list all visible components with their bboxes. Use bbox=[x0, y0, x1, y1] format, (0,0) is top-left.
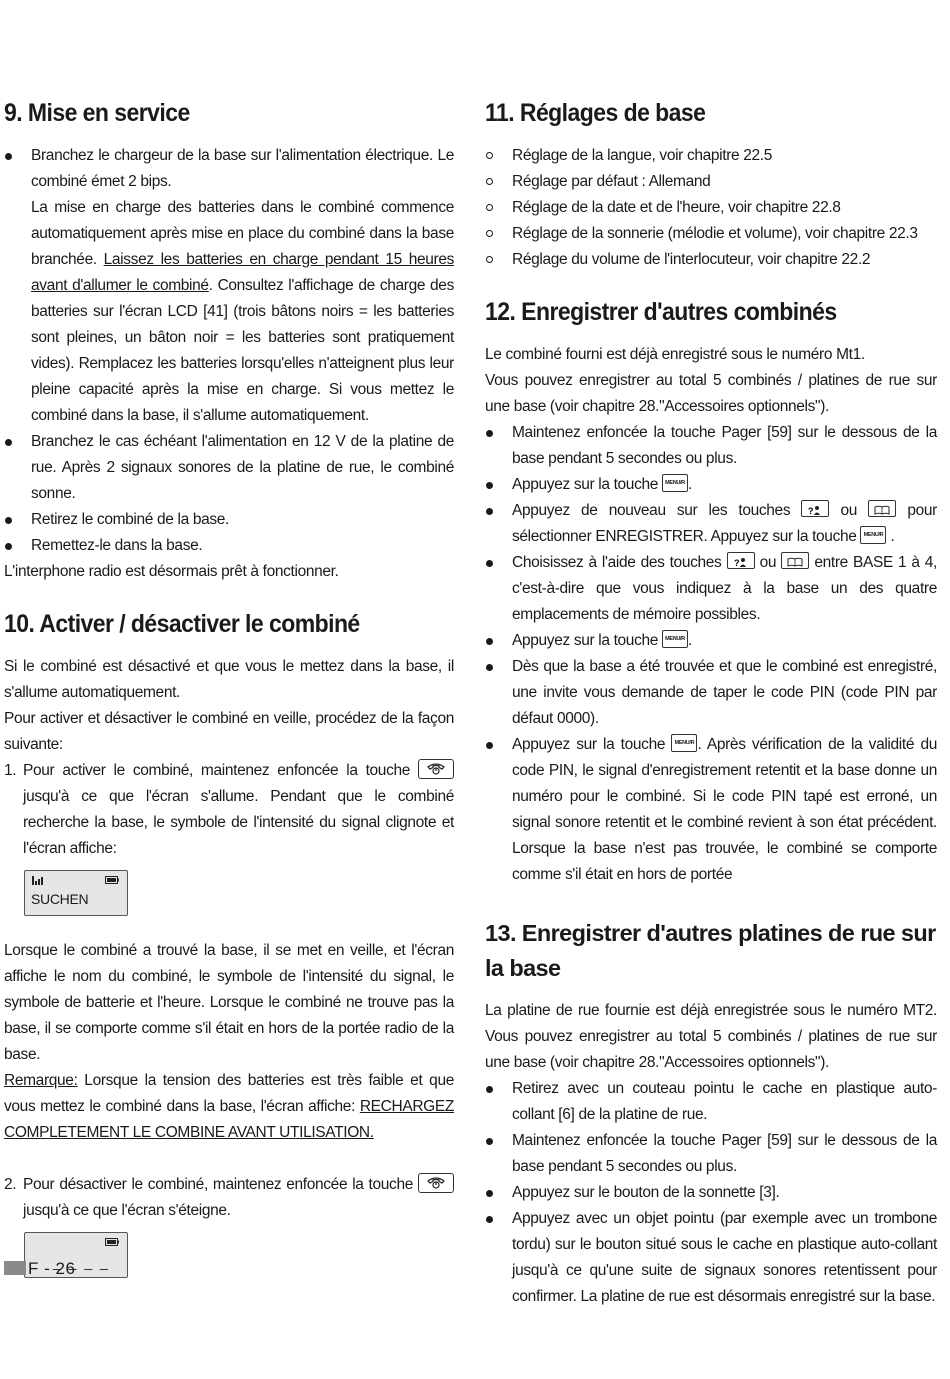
list-item-text: Appuyez sur la touche bbox=[512, 632, 662, 649]
list-item: Retirez le combiné de la base. bbox=[4, 507, 454, 533]
list-item: Retirez avec un couteau pointu le cache en plastique auto-collant [6] de la platine de rue. bbox=[485, 1076, 937, 1128]
intercom-key-icon bbox=[727, 552, 755, 569]
section-11-title: 11. Réglages de base bbox=[485, 99, 706, 127]
list-item: Réglage de la langue, voir chapitre 22.5 bbox=[485, 143, 937, 169]
right-column bbox=[485, 96, 937, 1310]
list-item-text: . Consultez l'affichage de charge des batteries sur l'écran LCD [41] (trois bâtons noirs = les batteries sont pleines, un bâton noir = les batteries sont pratiquement vides). Remplacez les batteries lorsqu'elles n'atteignent plus leur pleine capacité après la mise en charge. Si vous mettez le combiné dans la base, il s'allume automatiquement. bbox=[31, 277, 454, 424]
list-item: Réglage de la sonnerie (mélodie et volume), voir chapitre 22.3 bbox=[485, 221, 937, 247]
svg-text:?: ? bbox=[808, 506, 814, 517]
intercom-key-icon bbox=[801, 500, 829, 517]
battery-icon bbox=[105, 876, 119, 884]
list-item: Appuyez avec un objet pointu (par exemple avec un trombone tordu) sur le bouton situé sous le cache en plastique auto-collant jusqu'à ce qu'une suite de signaux sonores retentissent pour confirmer. La platine de rue est désormais enregistré sur la base. bbox=[485, 1206, 937, 1310]
paragraph: L'interphone radio est désormais prêt à fonctionner. bbox=[4, 563, 339, 580]
list-item bbox=[485, 498, 937, 550]
menu-key-icon: MENU/R bbox=[662, 474, 688, 492]
list-item-text: pour sélectionner ENREGISTRER. Appuyez sur la touche bbox=[512, 502, 937, 545]
phonebook-key-icon bbox=[868, 500, 896, 517]
svg-text:?: ? bbox=[733, 558, 739, 569]
list-item: Maintenez enfoncée la touche Pager [59] sur le dessous de la base pendant 5 secondes ou plus. bbox=[485, 1128, 937, 1180]
list-item-text: Choisissez à l'aide des touches bbox=[512, 554, 727, 571]
paragraph: Lorsque le combiné a trouvé la base, il se met en veille, et l'écran affiche le nom du combiné, le symbole de l'intensité du signal, le symbole de batterie et l'heure. Lorsque le combiné ne trouve pas la base, il se comporte comme s'il était en hors de la portée radio de la base. bbox=[4, 942, 454, 1063]
section-10-title: 10. Activer / désactiver le combiné bbox=[4, 610, 360, 638]
remark-warning: RECHARGEZ COMPLETEMENT LE COMBINE AVANT UTILISATION. bbox=[4, 1098, 454, 1141]
section-13-title: 13. Enregistrer d'autres platines de rue sur la base bbox=[485, 920, 936, 981]
page-footer bbox=[4, 1259, 75, 1279]
section-9-title: 9. Mise en service bbox=[4, 99, 190, 127]
list-item-text: ou bbox=[829, 502, 869, 519]
step-text: Pour désactiver le combiné, maintenez enfoncée la touche bbox=[23, 1176, 418, 1193]
paragraph: Vous pouvez enregistrer au total 5 combinés / platines de rue sur une base (voir chapitre 28."Accessoires optionnels"). bbox=[485, 372, 937, 415]
list-item: Remettez-le dans la base. bbox=[4, 533, 454, 559]
paragraph: Pour activer et désactiver le combiné en veille, procédez de la façon suivante: bbox=[4, 710, 454, 753]
power-key-icon bbox=[418, 759, 454, 779]
list-item bbox=[485, 472, 937, 498]
list-item-text: La mise en charge des batteries dans le combiné commence automatiquement après mise en place du combiné dans la base branchée. bbox=[31, 199, 454, 268]
menu-key-icon: MENU/R bbox=[662, 630, 688, 648]
list-item-text: Appuyez sur la touche bbox=[512, 736, 672, 753]
step-number: 2. bbox=[4, 1176, 17, 1193]
list-item bbox=[485, 732, 937, 888]
menu-key-icon: MENU/R bbox=[860, 526, 886, 544]
step-text: Pour activer le combiné, maintenez enfoncée la touche bbox=[23, 762, 418, 779]
list-item bbox=[485, 550, 937, 628]
numbered-step-2 bbox=[4, 1172, 454, 1224]
list-item: Réglage du volume de l'interlocuteur, voir chapitre 22.2 bbox=[485, 247, 937, 273]
list-item: Réglage de la date et de l'heure, voir chapitre 22.8 bbox=[485, 195, 937, 221]
underlined-text: Laissez les batteries en charge pendant 15 heures avant d'allumer le combiné bbox=[31, 251, 454, 294]
list-item bbox=[4, 143, 454, 429]
list-item: Dès que la base a été trouvée et que le combiné est enregistré, une invite vous demande de taper le code PIN (code PIN par défaut 0000). bbox=[485, 654, 937, 732]
list-item: Branchez le cas échéant l'alimentation en 12 V de la platine de rue. Après 2 signaux sonores de la platine de rue, le combiné sonne. bbox=[4, 429, 454, 507]
list-item-text: . Après vérification de la validité du code PIN, le signal d'enregistrement retentit et la base donne un numéro pour le combiné. Si le code PIN tapé est erroné, un signal sonore retentit et le combiné revient à son état précédent. Lorsque la base n'est pas trouvée, le combiné se comporte comme s'il était en hors de portée bbox=[512, 736, 937, 883]
footer-marker bbox=[4, 1261, 26, 1275]
lcd-display-searching bbox=[24, 870, 128, 916]
page-number: F - 26 bbox=[28, 1259, 76, 1278]
section-9-list bbox=[4, 143, 454, 559]
paragraph: Le combiné fourni est déjà enregistré sous le numéro Mt1. bbox=[485, 346, 865, 363]
list-item: Réglage par défaut : Allemand bbox=[485, 169, 937, 195]
section-12-title: 12. Enregistrer d'autres combinés bbox=[485, 298, 837, 326]
list-item-text: Appuyez de nouveau sur les touches bbox=[512, 502, 802, 519]
list-item-text: ou bbox=[754, 554, 782, 571]
lcd-text: SUCHEN bbox=[31, 891, 89, 907]
paragraph: La platine de rue fournie est déjà enregistrée sous le numéro MT2. Vous pouvez enregistrer au total 5 combinés / platines de rue sur une base (voir chapitre 28."Accessoires optionnels"). bbox=[485, 1002, 937, 1071]
remark-label: Remarque: bbox=[4, 1072, 78, 1089]
menu-key-icon: MENU/R bbox=[671, 734, 697, 752]
list-item-text: . bbox=[687, 476, 692, 493]
list-item-text: entre BASE 1 à 4, c'est-à-dire que vous indiquez à la base un des quatre emplacements de mémoire possibles. bbox=[512, 554, 937, 623]
list-item-text: Branchez le chargeur de la base sur l'alimentation électrique. Le combiné émet 2 bips. bbox=[31, 147, 454, 190]
list-item-text: . bbox=[687, 632, 692, 649]
remark-paragraph bbox=[4, 1068, 454, 1146]
list-item: Appuyez sur le bouton de la sonnette [3]. bbox=[485, 1180, 937, 1206]
list-item-text: . bbox=[886, 528, 895, 545]
signal-strength-icon bbox=[32, 876, 48, 885]
power-key-icon bbox=[418, 1173, 454, 1193]
section-13-list bbox=[485, 1076, 937, 1310]
numbered-step-1 bbox=[4, 758, 454, 862]
step-text: jusqu'à ce que l'écran s'éteigne. bbox=[23, 1202, 231, 1219]
list-item-text: Appuyez sur la touche bbox=[512, 476, 662, 493]
step-number: 1. bbox=[4, 762, 17, 779]
step-text: jusqu'à ce que l'écran s'allume. Pendant que le combiné recherche la base, le symbole de l'intensité du signal clignote et l'écran affiche: bbox=[23, 788, 454, 857]
section-12-list bbox=[485, 420, 937, 888]
left-column bbox=[4, 96, 454, 1278]
phonebook-key-icon bbox=[781, 552, 809, 569]
lcd-text: _ _ _ _ bbox=[53, 1254, 110, 1270]
battery-icon bbox=[105, 1238, 119, 1246]
section-11-list bbox=[485, 143, 937, 273]
list-item: Maintenez enfoncée la touche Pager [59] sur le dessous de la base pendant 5 secondes ou plus. bbox=[485, 420, 937, 472]
list-item bbox=[485, 628, 937, 654]
remark-text: Lorsque la tension des batteries est très faible et que vous mettez le combiné dans la base, l'écran affiche: bbox=[4, 1072, 454, 1115]
paragraph: Si le combiné est désactivé et que vous le mettez dans la base, il s'allume automatiquement. bbox=[4, 658, 454, 701]
